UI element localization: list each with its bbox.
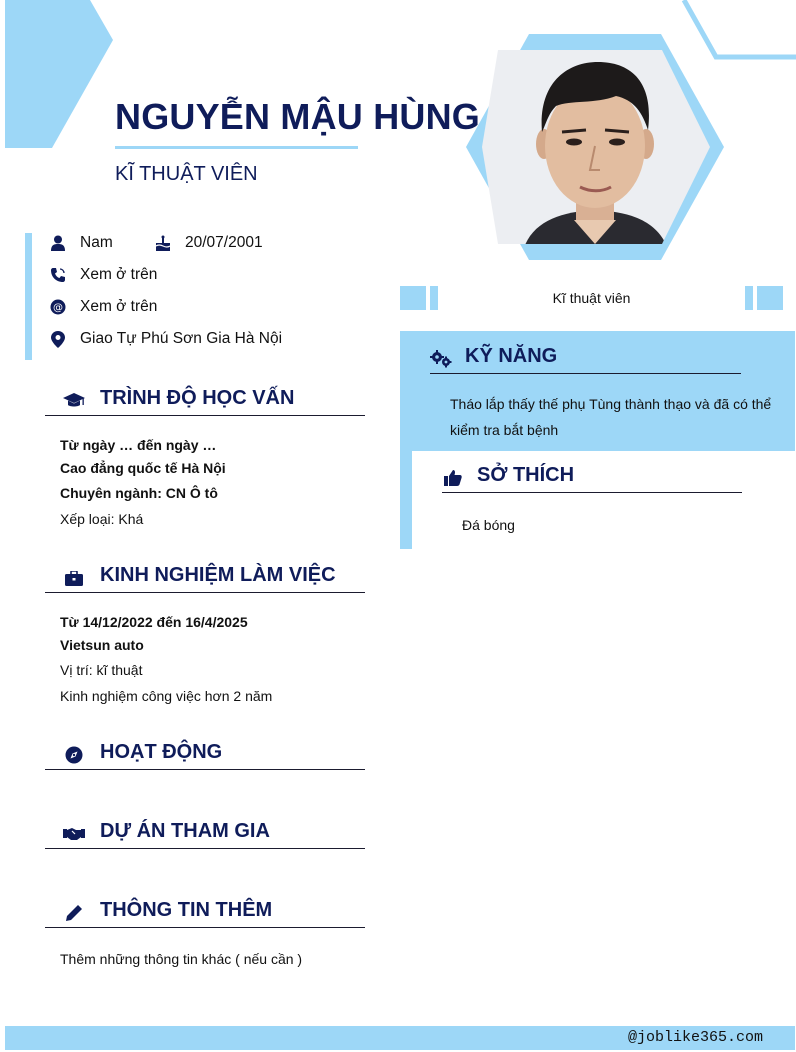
experience-position: Vị trí: kĩ thuật xyxy=(60,662,143,678)
footer-bar xyxy=(5,1026,795,1050)
experience-title: KINH NGHIỆM LÀM VIỆC xyxy=(100,564,336,586)
skills-title: KỸ NĂNG xyxy=(465,345,558,367)
hobbies-text: Đá bóng xyxy=(462,517,515,533)
projects-heading xyxy=(45,818,365,849)
experience-note: Kinh nghiệm công việc hơn 2 năm xyxy=(60,688,273,704)
skills-text: Tháo lắp thấy thế phụ Tùng thành thạo và đã có thể kiểm tra bắt bệnh xyxy=(450,396,772,438)
activities-heading xyxy=(45,739,365,770)
contact-accent-bar xyxy=(25,233,32,360)
birthday-row xyxy=(155,233,263,253)
objective-tag-text: Kĩ thuật viên xyxy=(552,290,631,306)
candidate-name: NGUYỄN MẬU HÙNG xyxy=(115,96,481,137)
additional-heading xyxy=(45,897,365,928)
phone-icon xyxy=(50,267,66,283)
gender-value: Nam xyxy=(80,234,113,251)
additional-text: Thêm những thông tin khác ( nếu cần ) xyxy=(60,951,303,967)
location-pin-icon xyxy=(50,331,66,347)
hobbies-accent-bar xyxy=(400,451,412,549)
thumbs-up-icon xyxy=(442,468,464,488)
education-heading xyxy=(45,385,365,416)
hobbies-heading xyxy=(442,462,742,493)
projects-title: DỰ ÁN THAM GIA xyxy=(100,820,270,842)
gears-icon xyxy=(430,349,452,369)
user-icon xyxy=(50,235,66,251)
birthday-value: 20/07/2001 xyxy=(185,234,263,251)
education-major: Chuyên ngành: CN Ô tô xyxy=(60,485,218,501)
address-row xyxy=(50,329,282,349)
address-value: Giao Tự Phú Sơn Gia Hà Nội xyxy=(80,330,283,347)
graduation-cap-icon xyxy=(63,392,85,410)
skills-heading xyxy=(430,343,741,374)
education-school: Cao đẳng quốc tế Hà Nội xyxy=(60,460,226,476)
gender-row xyxy=(50,233,113,253)
compass-icon xyxy=(63,746,85,764)
experience-company: Vietsun auto xyxy=(60,637,144,653)
hobbies-title: SỞ THÍCH xyxy=(477,464,575,486)
pencil-icon xyxy=(63,904,85,922)
phone-value: Xem ở trên xyxy=(80,266,158,283)
education-period: Từ ngày … đến ngày … xyxy=(60,437,217,453)
job-title: KĨ THUẬT VIÊN xyxy=(115,163,258,185)
objective-tag xyxy=(400,286,783,310)
footer-watermark: @joblike365.com xyxy=(627,1029,763,1046)
phone-row xyxy=(50,265,157,285)
cake-icon xyxy=(155,235,171,251)
education-rank: Xếp loại: Khá xyxy=(60,511,144,527)
decorative-hexagon-shape xyxy=(5,0,115,150)
experience-period: Từ 14/12/2022 đến 16/4/2025 xyxy=(60,614,248,630)
activities-title: HOẠT ĐỘNG xyxy=(100,741,223,763)
briefcase-icon xyxy=(63,569,85,587)
email-row xyxy=(50,297,157,317)
svg-text:@: @ xyxy=(53,302,63,314)
additional-title: THÔNG TIN THÊM xyxy=(100,899,273,921)
email-value: Xem ở trên xyxy=(80,298,158,315)
at-icon xyxy=(50,299,66,315)
experience-heading xyxy=(45,562,365,593)
handshake-icon xyxy=(63,825,85,843)
education-title: TRÌNH ĐỘ HỌC VẤN xyxy=(100,387,295,409)
name-underline xyxy=(115,146,358,149)
profile-photo xyxy=(466,34,724,260)
